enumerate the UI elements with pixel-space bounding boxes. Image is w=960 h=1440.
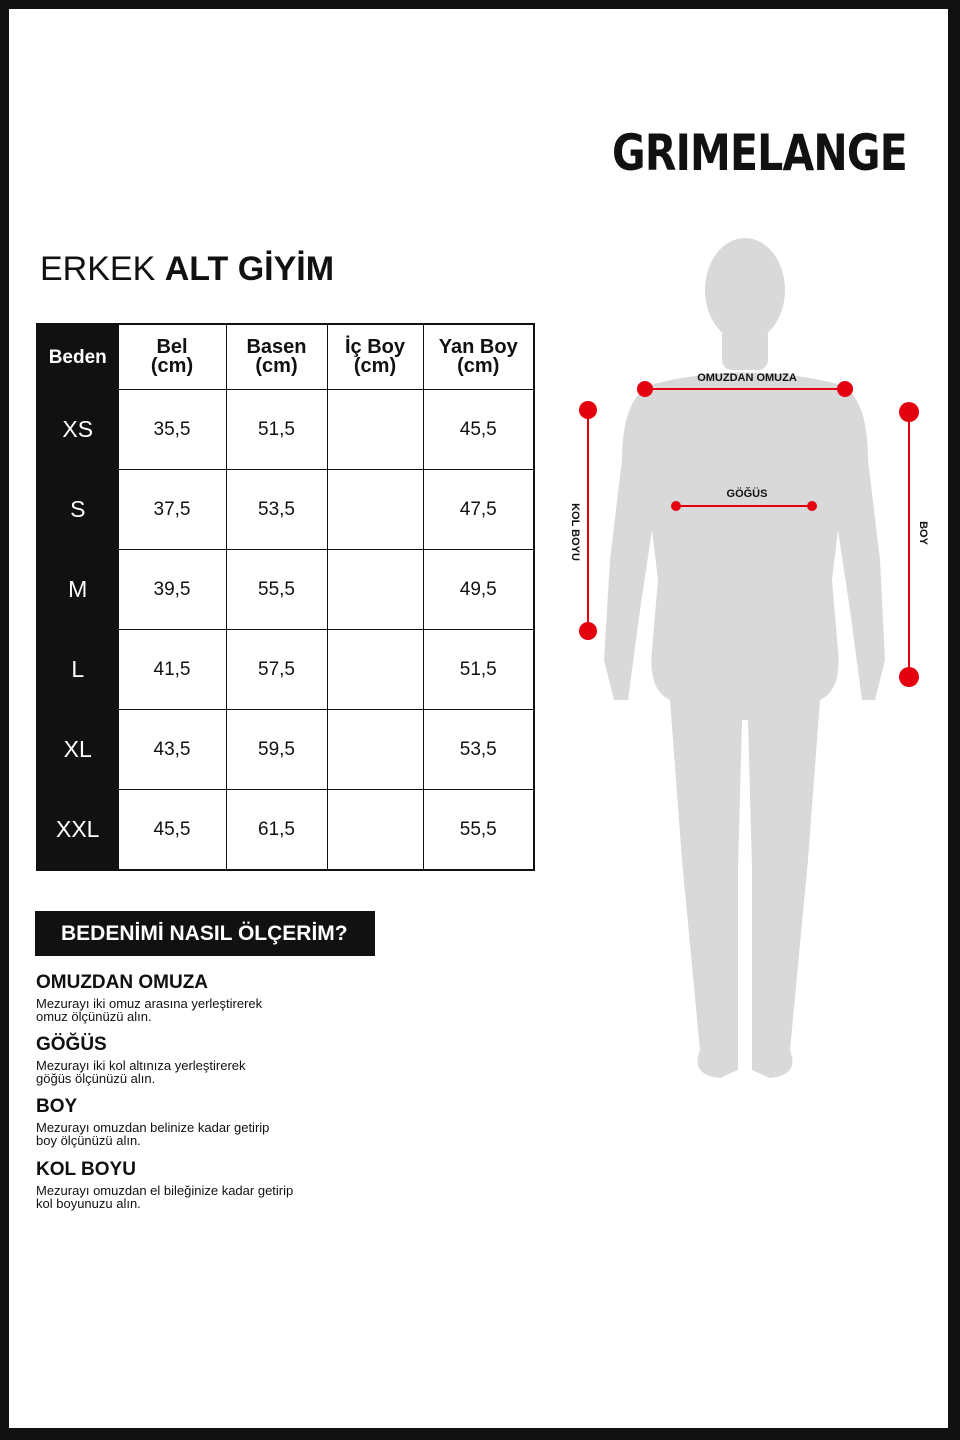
measure-text: Mezurayı iki kol altınıza yerleştirerek göğüs ölçünüzü alın. — [36, 1058, 246, 1086]
ic-boy-cell — [327, 470, 423, 550]
shoulder-label: OMUZDAN OMUZA — [697, 372, 797, 384]
basen-cell: 53,5 — [226, 470, 327, 550]
length-measure — [899, 402, 929, 687]
table-row — [37, 470, 534, 550]
brand-logo: GRIMELANGE — [612, 124, 907, 182]
measure-text: Mezurayı omuzdan belinize kadar getirip boy ölçünüzü alın. — [36, 1120, 270, 1148]
table-row — [37, 710, 534, 790]
yan-boy-cell: 47,5 — [423, 470, 534, 550]
size-table — [36, 323, 535, 871]
size-cell: XL — [37, 710, 118, 790]
basen-cell: 59,5 — [226, 710, 327, 790]
measure-chest — [36, 1034, 246, 1085]
measure-shoulder — [36, 972, 262, 1023]
body-silhouette — [604, 238, 885, 1078]
yan-boy-cell: 55,5 — [423, 790, 534, 871]
ic-boy-cell — [327, 790, 423, 871]
measure-text: Mezurayı omuzdan el bileğinize kadar getirip kol boyunuzu alın. — [36, 1183, 294, 1211]
yan-boy-cell: 49,5 — [423, 550, 534, 630]
bel-cell: 45,5 — [118, 790, 226, 871]
yan-boy-cell: 51,5 — [423, 630, 534, 710]
page-title — [40, 248, 334, 290]
bel-cell: 43,5 — [118, 710, 226, 790]
sleeve-measure — [569, 401, 597, 640]
yan-boy-cell: 53,5 — [423, 710, 534, 790]
size-cell: M — [37, 550, 118, 630]
table-row — [37, 550, 534, 630]
title-bold: ALT GİYİM — [164, 250, 335, 288]
ic-boy-cell — [327, 630, 423, 710]
howto-heading: BEDENİMİ NASIL ÖLÇERİM? — [35, 911, 375, 956]
length-label: BOY — [917, 521, 929, 545]
header-beden: Beden — [37, 324, 118, 390]
bel-cell: 39,5 — [118, 550, 226, 630]
measure-sleeve — [36, 1159, 293, 1210]
basen-cell: 51,5 — [226, 390, 327, 470]
chest-label: GÖĞÜS — [726, 488, 768, 500]
bel-cell: 35,5 — [118, 390, 226, 470]
ic-boy-cell — [327, 710, 423, 790]
size-cell: XS — [37, 390, 118, 470]
bel-cell: 41,5 — [118, 630, 226, 710]
sleeve-label: KOL BOYU — [569, 503, 581, 561]
table-row — [37, 630, 534, 710]
table-row — [37, 790, 534, 871]
basen-cell: 57,5 — [226, 630, 327, 710]
measure-length — [36, 1096, 269, 1147]
measure-title: OMUZDAN OMUZA — [36, 972, 209, 993]
size-cell: L — [37, 630, 118, 710]
basen-cell: 55,5 — [226, 550, 327, 630]
basen-cell: 61,5 — [226, 790, 327, 871]
table-header-row — [37, 324, 534, 390]
measure-title: BOY — [36, 1096, 78, 1117]
ic-boy-cell — [327, 550, 423, 630]
body-figure — [560, 230, 940, 1090]
title-light: ERKEK — [40, 250, 156, 288]
measure-title: KOL BOYU — [36, 1159, 136, 1180]
measure-text: Mezurayı iki omuz arasına yerleştirerek omuz ölçünüzü alın. — [36, 996, 263, 1024]
header-yan-boy: Yan Boy (cm) — [423, 324, 534, 390]
size-cell: S — [37, 470, 118, 550]
header-basen: Basen (cm) — [226, 324, 327, 390]
table-row — [37, 390, 534, 470]
header-ic-boy: İç Boy (cm) — [327, 324, 423, 390]
measure-title: GÖĞÜS — [36, 1034, 107, 1055]
bel-cell: 37,5 — [118, 470, 226, 550]
yan-boy-cell: 45,5 — [423, 390, 534, 470]
header-bel: Bel (cm) — [118, 324, 226, 390]
ic-boy-cell — [327, 390, 423, 470]
size-cell: XXL — [37, 790, 118, 871]
